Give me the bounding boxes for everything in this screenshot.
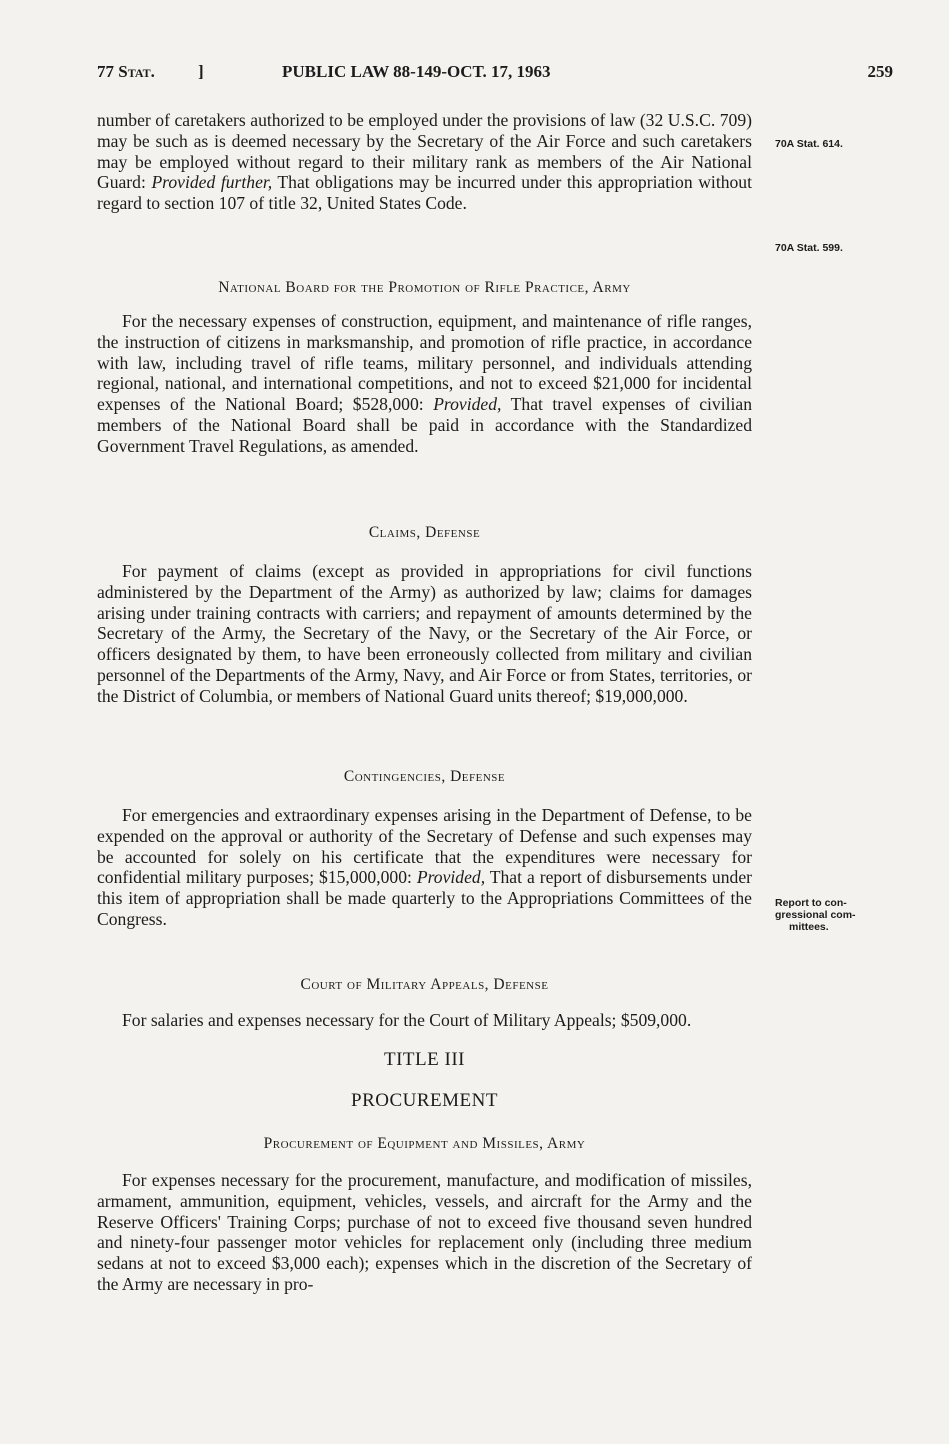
page-header: [97, 62, 893, 86]
proviso-italic: Provided further,: [151, 172, 273, 193]
claims-paragraph: For payment of claims (except as provided in appropriations for civil functions administered by the Department of the Army) as authorized by law; claims for damages arising under training contracts with carriers; and repayment of amounts determined by the Secretary of the Army, the Secretary of the Navy, or the Secretary of the Air Force, or officers designated by them, to have been erroneously collected from military and civilian personnel of the Departments of the Army, Navy, and Air Force or from States, territories, or the District of Columbia, or members of National Guard units thereof; $19,000,000.: [97, 561, 752, 706]
margin-note-70a-599: 70A Stat. 599.: [775, 242, 843, 254]
claims-block: [97, 561, 752, 707]
margin-note-report: Report to con- gressional com- mittees.: [775, 897, 856, 933]
page-number: 259: [867, 62, 893, 81]
title-subheading: PROCUREMENT: [351, 1090, 498, 1111]
section-heading-claims: Claims, Defense: [368, 524, 481, 541]
section-heading-procurement-army: Procurement of Equipment and Missiles, Army: [263, 1135, 586, 1152]
law-title: PUBLIC LAW 88-149-OCT. 17, 1963: [282, 62, 551, 81]
rifle-practice-paragraph: For the necessary expenses of construction, equipment, and maintenance of rifle ranges, the instruction of citizens in marksmanship, and promotion of rifle practice, in accordance with law, including travel of rifle teams, military personnel, and individuals attending regional, national, and international competitions, and not to exceed $21,000 for incidental expenses of the National Board; $528,000: Provided, That travel expenses of civilian members of the National Board shall be paid in accordance with the Standardized Government Travel Regulations, as amended.: [97, 311, 752, 456]
margin-note-70a-614: 70A Stat. 614.: [775, 138, 843, 150]
procurement-block: [97, 1170, 752, 1295]
section-heading-contingencies: Contingencies, Defense: [343, 768, 506, 785]
contingencies-paragraph: For emergencies and extraordinary expenses arising in the Department of Defense, to be expended on the approval or authority of the Secretary of Defense and such expenses may be accounted for solely on his certificate that the expenditures were necessary for confidential military purposes; $15,000,000: Provided, That a report of disbursements under this item of appropriation shall be made quarterly to the Appropriations Committees of the Congress.: [97, 805, 752, 929]
section-heading-court-military-appeals: Court of Military Appeals, Defense: [300, 976, 549, 993]
contingencies-block: [97, 805, 752, 930]
title-heading: TITLE III: [384, 1049, 465, 1070]
rifle-practice-block: [97, 311, 752, 457]
procurement-paragraph: For expenses necessary for the procurement, manufacture, and modification of missiles, armament, ammunition, equipment, vehicles, vessels, and aircraft for the Army and the Reserve Officers' Training Corps; purchase of not to exceed five thousand seven hundred and ninety-four passenger motor vehicles for replacement only (including three medium sedans at not to exceed $3,000 each); expenses which in the discretion of the Secretary of the Army are necessary in pro-: [97, 1170, 752, 1294]
proviso-italic: Provided,: [416, 867, 486, 888]
court-block: [97, 1010, 752, 1031]
opening-block: [97, 110, 752, 214]
proviso-italic: Provided,: [433, 394, 502, 415]
stat-label: Stat.: [118, 62, 155, 81]
section-heading-rifle-practice: National Board for the Promotion of Rifle Practice, Army: [218, 279, 631, 296]
statute-citation: 77 Stat.: [97, 62, 155, 81]
header-bracket: ]: [198, 62, 204, 81]
court-paragraph: For salaries and expenses necessary for the Court of Military Appeals; $509,000.: [122, 1010, 692, 1030]
opening-paragraph: number of caretakers authorized to be employed under the provisions of law (32 U.S.C. 709) may be such as is deemed necessary by the Secretary of the Air Force and such caretakers may be employed without regard to their military rank as members of the Air National Guard: Provided further, That obligations may be incurred under this appropriation without regard to section 107 of title 32, United States Code.: [97, 110, 752, 214]
